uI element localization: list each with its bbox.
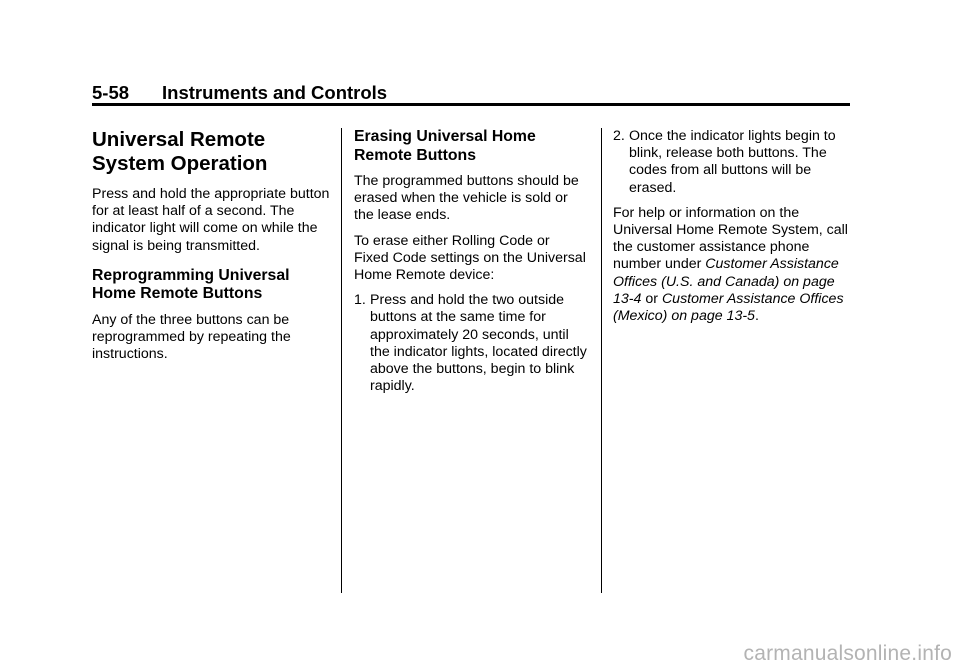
step-1 [354,292,588,395]
step-2-number: 2. [613,128,625,144]
or-text: or [645,290,658,307]
help-text: For help or information on the Universal Home Remote System, call the customer assistance phone number under [613,204,848,273]
column-3 [613,128,853,333]
column-1 [92,128,332,371]
column-divider-2 [601,128,602,593]
page-number: 5-58 [92,82,130,103]
column-divider-1 [341,128,342,593]
chapter-title: Instruments and Controls [162,82,388,103]
reference-us-canada: Customer Assistance Offices (U.S. and Canada) on page 13-4 [613,256,839,307]
help-paragraph [613,205,853,325]
erasing-paragraph-2: To erase either Rolling Code or Fixed Code settings on the Universal Home Remote device: [354,232,586,284]
erasing-heading: Erasing Universal Home Remote Buttons [354,128,536,164]
header-rule [92,103,850,106]
section-title: Universal Remote System Operation [92,128,268,175]
step-1-number: 1. [354,292,366,309]
page-header [92,82,850,104]
step-2 [613,128,853,197]
erasing-paragraph-1: The programmed buttons should be erased when the vehicle is sold or the lease ends. [354,173,579,224]
step-1-text: Press and hold the two outside buttons at the same time for approximately 20 seconds, until the indicator lights, located directly above the buttons, begin to blink rapidly. [370,292,587,395]
watermark: carmanualsonline.info [743,642,952,665]
end-punct: . [754,308,759,325]
reference-mexico: Customer Assistance Offices (Mexico) on page 13-5 [613,290,844,325]
step-2-text: Once the indicator lights begin to blink, release both buttons. The codes from all buttons will be erased. [629,128,836,196]
column-2 [354,128,588,403]
operation-paragraph: Press and hold the appropriate button for at least half of a second. The indicator light will come on while the signal is being transmitted. [92,186,330,254]
reprogramming-heading: Reprogramming Universal Home Remote Buttons [92,266,290,303]
reprogramming-paragraph: Any of the three buttons can be reprogrammed by repeating the instructions. [92,311,291,363]
